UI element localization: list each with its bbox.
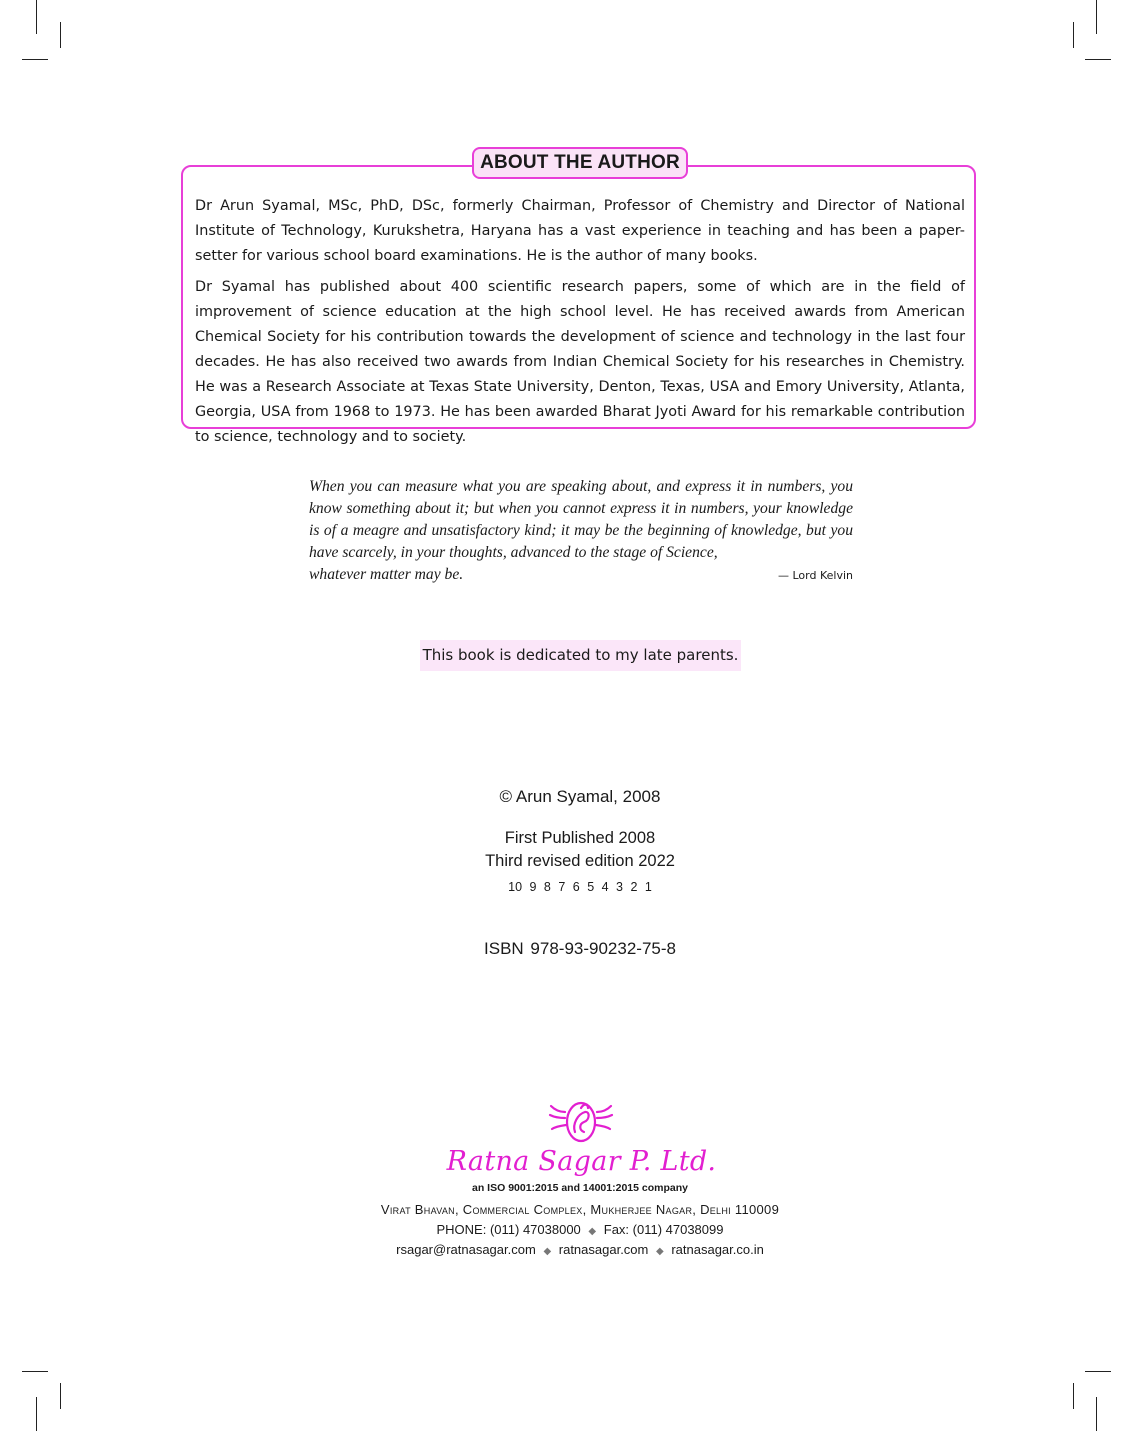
crop-mark bbox=[1073, 1383, 1074, 1409]
copyright-notice: © Arun Syamal, 2008 bbox=[499, 787, 661, 806]
author-bio-paragraph: Dr Syamal has published about 400 scientific research papers, some of which are in the field of improvement of science education at the high school level. He has received awards from American Chemical Society for his contribution towards the development of science and technology in the last four decades. He has also received two awards from Indian Chemical Society for his researches in Chemistry. He was a Research Associate at Texas State University, Denton, Texas, USA and Emory University, Atlanta, Georgia, USA from 1968 to 1973. He has been awarded Bharat Jyoti Award for his remarkable contribution to science, technology and to society. bbox=[195, 279, 965, 445]
diamond-icon: ◆ bbox=[656, 1246, 664, 1257]
publisher-contact bbox=[0, 1222, 1133, 1237]
crop-mark bbox=[1096, 0, 1097, 34]
publisher-logo-icon bbox=[548, 1098, 614, 1146]
website-link: ratnasagar.co.in bbox=[671, 1242, 764, 1257]
isbn: ISBN 978-93-90232-75-8 bbox=[484, 939, 676, 958]
crop-mark bbox=[60, 1383, 61, 1409]
edition-info bbox=[0, 827, 1133, 873]
diamond-icon: ◆ bbox=[588, 1226, 597, 1237]
crop-mark bbox=[36, 0, 37, 34]
website-link: ratnasagar.com bbox=[558, 1242, 649, 1257]
publisher-address: Virat Bhavan, Commercial Complex, Mukherjee Nagar, Delhi 110009 bbox=[380, 1202, 780, 1217]
author-bio-paragraph: Dr Arun Syamal, MSc, PhD, DSc, formerly Chairman, Professor of Chemistry and Director of National Institute of Technology, Kurukshetra, Haryana has a vast experience in teaching and has been a paper-setter for various school board examinations. He is the author of many books. bbox=[195, 198, 965, 264]
author-heading: ABOUT THE AUTHOR bbox=[472, 147, 688, 179]
crop-mark bbox=[1073, 22, 1074, 48]
publisher-name: Ratna Sagar P. Ltd. bbox=[446, 1146, 717, 1177]
epigraph-quote bbox=[309, 476, 853, 587]
quote-attribution: — Lord Kelvin bbox=[778, 569, 853, 582]
dedication: This book is dedicated to my late parents. bbox=[420, 640, 741, 671]
crop-mark bbox=[22, 1371, 48, 1372]
crop-mark bbox=[60, 22, 61, 48]
fax-number: Fax: (011) 47038099 bbox=[603, 1222, 724, 1237]
publisher-web bbox=[0, 1242, 1133, 1257]
phone-number: PHONE: (011) 47038000 bbox=[436, 1222, 581, 1237]
email-address: rsagar@ratnasagar.com bbox=[396, 1242, 536, 1257]
quote-last-line: whatever matter may be. bbox=[309, 566, 464, 583]
edition: Third revised edition 2022 bbox=[485, 852, 675, 870]
crop-mark bbox=[1085, 59, 1111, 60]
first-published: First Published 2008 bbox=[504, 829, 656, 847]
crop-mark bbox=[36, 1397, 37, 1431]
crop-mark bbox=[22, 59, 48, 60]
quote-text: When you can measure what you are speaking about, and express it in numbers, you know something about it; but when you cannot express it in numbers, your knowledge is of a meagre and unsatisfactory kind; it may be the beginning of knowledge, but you have scarcely, in your thoughts, advanced to the stage of Science, bbox=[309, 478, 853, 561]
author-bio bbox=[195, 194, 965, 456]
iso-certification: an ISO 9001:2015 and 14001:2015 company bbox=[472, 1182, 688, 1194]
print-line: 10 9 8 7 6 5 4 3 2 1 bbox=[508, 880, 652, 894]
crop-mark bbox=[1096, 1397, 1097, 1431]
diamond-icon: ◆ bbox=[543, 1246, 552, 1257]
crop-mark bbox=[1085, 1371, 1111, 1372]
